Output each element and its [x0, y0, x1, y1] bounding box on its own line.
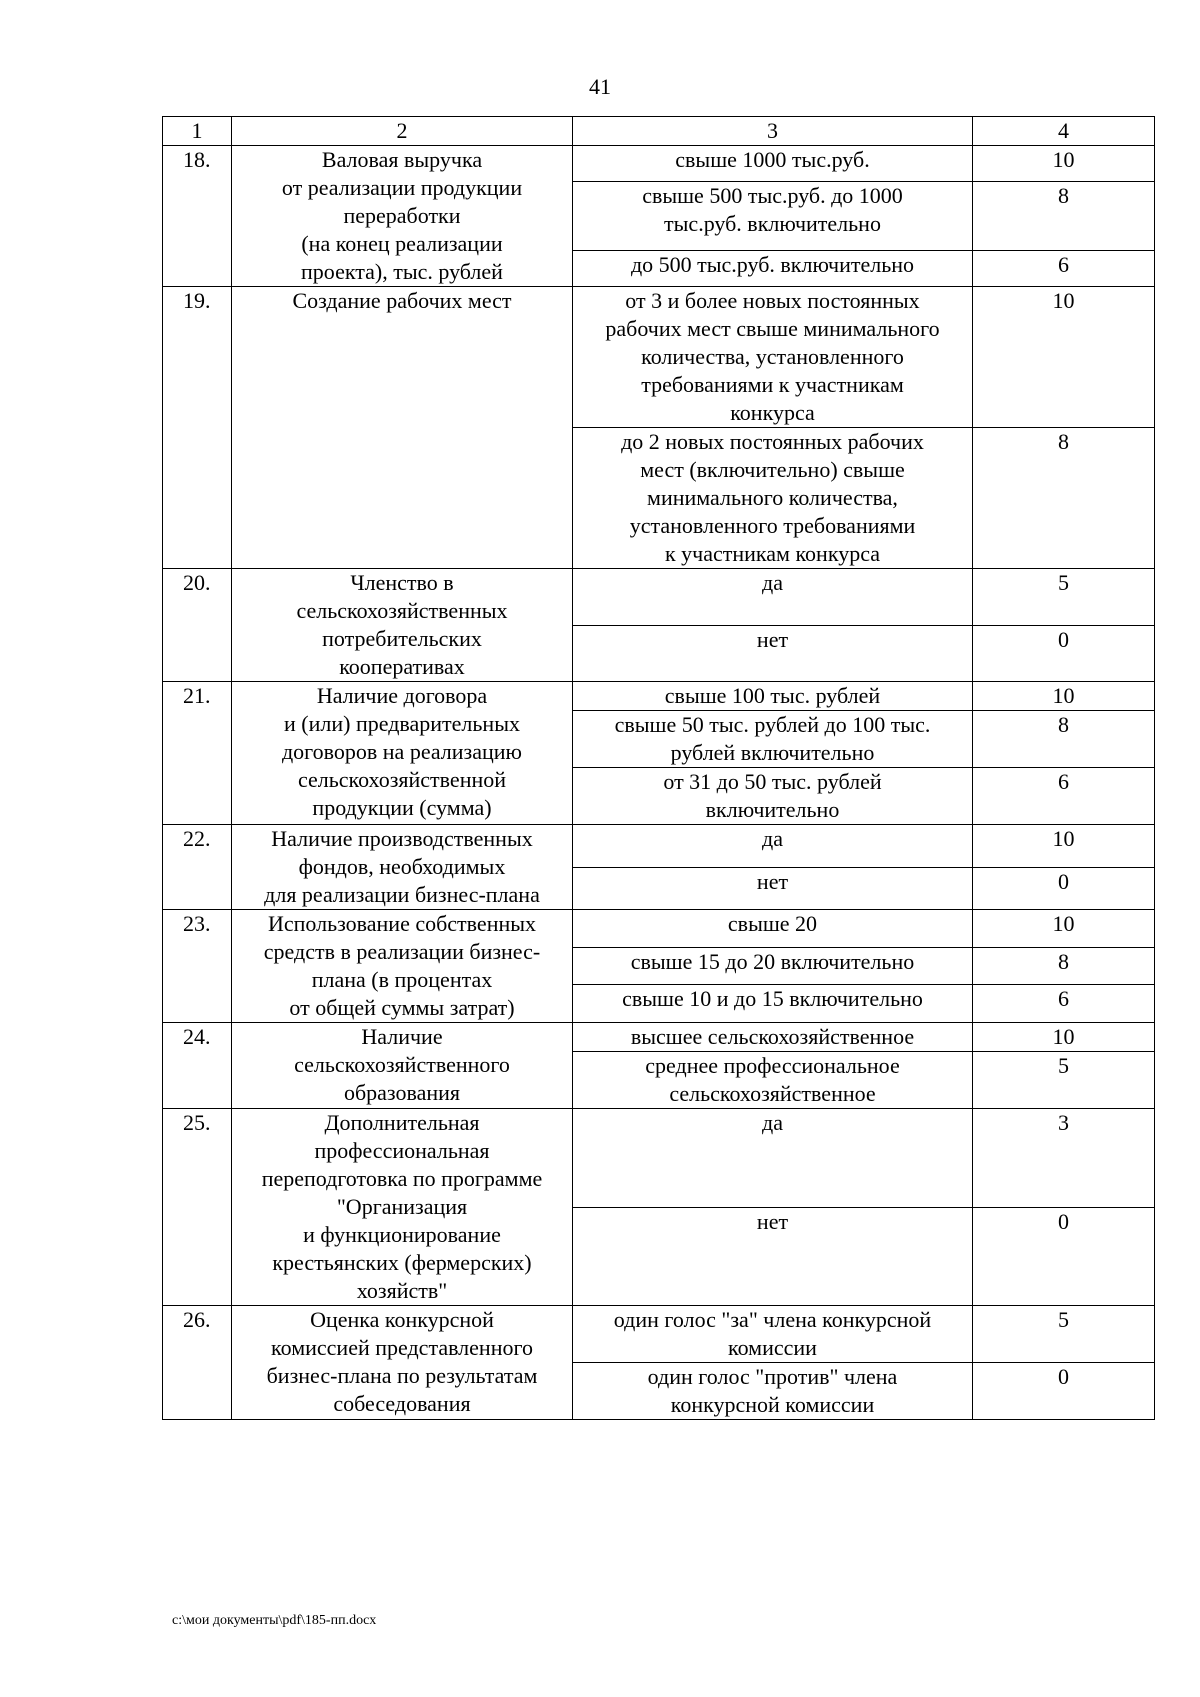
condition-cell: свыше 10 и до 15 включительно	[573, 985, 973, 1023]
score-cell: 10	[973, 287, 1155, 428]
score-cell: 0	[973, 1207, 1155, 1306]
condition-cell: да	[573, 1109, 973, 1208]
header-col-3: 3	[573, 117, 973, 146]
criterion-cell: Использование собственных средств в реализации бизнес- плана (в процентах от общей суммы затрат)	[232, 910, 573, 1023]
header-col-4: 4	[973, 117, 1155, 146]
row-number: 19.	[163, 287, 232, 569]
criterion-cell: Дополнительная профессиональная переподготовка по программе "Организация и функционирование крестьянских (фермерских) хозяйств"	[232, 1109, 573, 1306]
condition-cell: высшее сельскохозяйственное	[573, 1023, 973, 1052]
score-cell: 10	[973, 825, 1155, 868]
condition-cell: среднее профессиональное сельскохозяйственное	[573, 1052, 973, 1109]
criterion-cell: Наличие договора и (или) предварительных договоров на реализацию сельскохозяйственной продукции (сумма)	[232, 682, 573, 825]
score-cell: 8	[973, 428, 1155, 569]
score-cell: 6	[973, 251, 1155, 287]
criterion-cell: Оценка конкурсной комиссией представленного бизнес-плана по результатам собеседования	[232, 1306, 573, 1420]
score-cell: 0	[973, 867, 1155, 910]
condition-cell: свыше 50 тыс. рублей до 100 тыс. рублей включительно	[573, 711, 973, 768]
score-cell: 5	[973, 1052, 1155, 1109]
score-cell: 10	[973, 146, 1155, 182]
table-row	[163, 910, 1155, 948]
footer-file-path: c:\мои документы\pdf\185-пп.docx	[172, 1613, 377, 1628]
score-cell: 10	[973, 910, 1155, 948]
row-number: 26.	[163, 1306, 232, 1420]
criterion-cell: Наличие производственных фондов, необходимых для реализации бизнес-плана	[232, 825, 573, 910]
table-row	[163, 682, 1155, 711]
score-cell: 8	[973, 711, 1155, 768]
condition-cell: нет	[573, 625, 973, 682]
table-row	[163, 287, 1155, 428]
condition-cell: да	[573, 825, 973, 868]
table-row	[163, 825, 1155, 868]
row-number: 23.	[163, 910, 232, 1023]
condition-cell: свыше 20	[573, 910, 973, 948]
criterion-cell: Валовая выручка от реализации продукции переработки (на конец реализации проекта), тыс. рублей	[232, 146, 573, 287]
condition-cell: до 2 новых постоянных рабочих мест (включительно) свыше минимального количества, установленного требованиями к участникам конкурса	[573, 428, 973, 569]
row-number: 20.	[163, 569, 232, 682]
header-col-1: 1	[163, 117, 232, 146]
criterion-cell: Наличие сельскохозяйственного образования	[232, 1023, 573, 1109]
row-number: 22.	[163, 825, 232, 910]
page-number: 41	[589, 74, 611, 99]
score-cell: 8	[973, 181, 1155, 251]
header-row	[163, 117, 1155, 146]
table-body	[163, 146, 1155, 1420]
condition-cell: нет	[573, 1207, 973, 1306]
criteria-table	[162, 116, 1155, 1420]
table-row	[163, 1023, 1155, 1052]
condition-cell: свыше 1000 тыс.руб.	[573, 146, 973, 182]
score-cell: 8	[973, 947, 1155, 985]
row-number: 21.	[163, 682, 232, 825]
condition-cell: от 31 до 50 тыс. рублей включительно	[573, 768, 973, 825]
condition-cell: до 500 тыс.руб. включительно	[573, 251, 973, 287]
condition-cell: свыше 500 тыс.руб. до 1000 тыс.руб. включительно	[573, 181, 973, 251]
score-cell: 10	[973, 1023, 1155, 1052]
table-row	[163, 146, 1155, 182]
score-cell: 6	[973, 985, 1155, 1023]
condition-cell: да	[573, 569, 973, 626]
table-header	[163, 117, 1155, 146]
score-cell: 5	[973, 569, 1155, 626]
criterion-cell: Членство в сельскохозяйственных потребительских кооперативах	[232, 569, 573, 682]
row-number: 24.	[163, 1023, 232, 1109]
score-cell: 3	[973, 1109, 1155, 1208]
condition-cell: нет	[573, 867, 973, 910]
condition-cell: один голос "за" члена конкурсной комиссии	[573, 1306, 973, 1363]
score-cell: 6	[973, 768, 1155, 825]
row-number: 25.	[163, 1109, 232, 1306]
score-cell: 0	[973, 1363, 1155, 1420]
score-cell: 10	[973, 682, 1155, 711]
table-row	[163, 1109, 1155, 1208]
condition-cell: один голос "против" члена конкурсной комиссии	[573, 1363, 973, 1420]
row-number: 18.	[163, 146, 232, 287]
score-cell: 0	[973, 625, 1155, 682]
table-row	[163, 1306, 1155, 1363]
score-cell: 5	[973, 1306, 1155, 1363]
condition-cell: свыше 15 до 20 включительно	[573, 947, 973, 985]
condition-cell: свыше 100 тыс. рублей	[573, 682, 973, 711]
condition-cell: от 3 и более новых постоянных рабочих мест свыше минимального количества, установленного требованиями к участникам конкурса	[573, 287, 973, 428]
table-row	[163, 569, 1155, 626]
header-col-2: 2	[232, 117, 573, 146]
criterion-cell: Создание рабочих мест	[232, 287, 573, 569]
